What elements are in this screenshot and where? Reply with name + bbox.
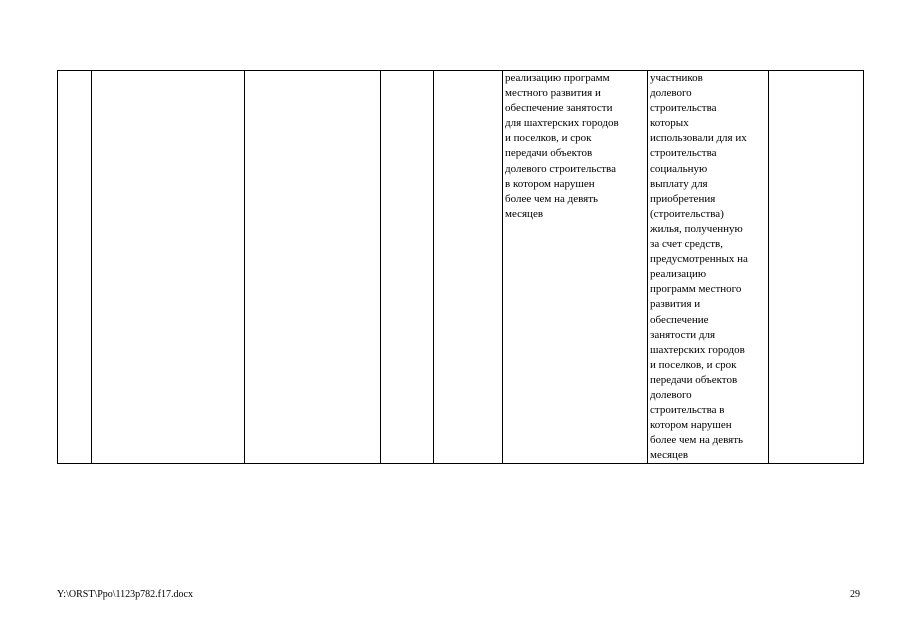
page-number: 29 <box>850 589 860 600</box>
table-cell-1 <box>58 71 92 464</box>
table-cell-6: реализацию программ местного развития и обеспечение занятости для шахтерских городов и поселков, и срок передачи объектов долевого строительства в котором нарушен более чем на девять месяцев <box>503 71 648 464</box>
table-cell-8 <box>769 71 864 464</box>
table-cell-2 <box>92 71 245 464</box>
footer-file-path: Y:\ORST\Ppo\1123p782.f17.docx <box>57 589 193 600</box>
table-cell-5 <box>434 71 503 464</box>
table-cell-7: участников долевого строительства которых использовали для их строительства социальную выплату для приобретения (строительства) жилья, полученную за счет средств, предусмотренных на реализацию программ местного развития и обеспечение занятости для шахтерских городов и поселков, и срок передачи объектов долевого строительства в котором нарушен более чем на девять месяцев <box>648 71 769 464</box>
table-cell-3 <box>245 71 381 464</box>
table-cell-4 <box>381 71 434 464</box>
table-row <box>58 71 864 464</box>
document-table <box>57 70 864 464</box>
